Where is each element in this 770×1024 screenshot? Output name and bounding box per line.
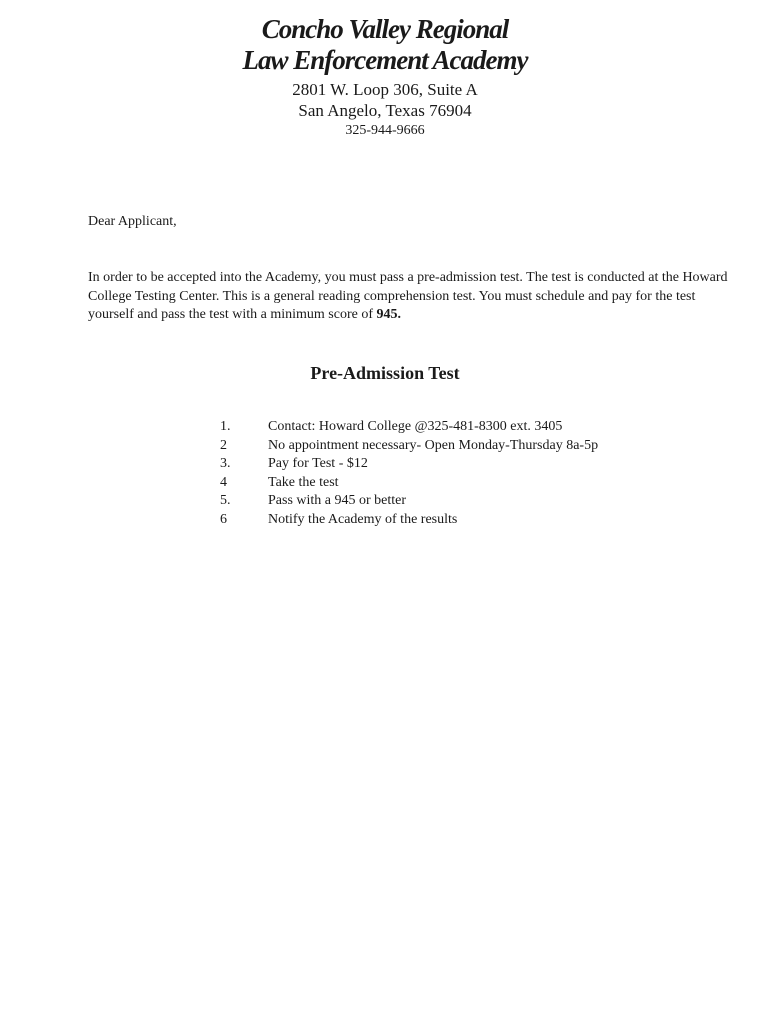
org-name-line1: Concho Valley Regional bbox=[261, 14, 509, 44]
step-text: Pay for Test - $12 bbox=[268, 456, 368, 472]
step-number: 1. bbox=[220, 419, 231, 434]
section-title: Pre-Admission Test bbox=[310, 363, 460, 383]
body-paragraph bbox=[88, 269, 728, 325]
step-text: No appointment necessary- Open Monday-Thursday 8a-5p bbox=[268, 437, 599, 453]
step-text: Contact: Howard College @325-481-8300 ext. 3405 bbox=[268, 419, 563, 434]
address-line1: 2801 W. Loop 306, Suite A bbox=[292, 80, 478, 99]
list-item bbox=[200, 492, 680, 511]
org-name-line2: Law Enforcement Academy bbox=[242, 45, 528, 75]
address-line2: San Angelo, Texas 76904 bbox=[298, 101, 472, 120]
list-item bbox=[200, 511, 680, 530]
list-item bbox=[200, 474, 680, 493]
list-item bbox=[200, 455, 680, 474]
letterhead bbox=[0, 14, 770, 141]
list-item bbox=[200, 437, 680, 456]
step-number: 3. bbox=[220, 456, 231, 472]
phone-number: 325-944-9666 bbox=[345, 123, 425, 138]
step-number: 6 bbox=[220, 511, 227, 527]
step-number: 4 bbox=[220, 474, 227, 490]
steps-list bbox=[200, 418, 680, 530]
step-number: 5. bbox=[220, 493, 231, 509]
step-number: 2 bbox=[220, 437, 227, 453]
list-item bbox=[200, 418, 680, 437]
step-text: Pass with a 945 or better bbox=[268, 493, 407, 509]
step-text: Notify the Academy of the results bbox=[268, 511, 458, 527]
minimum-score: 945. bbox=[376, 307, 401, 322]
paragraph-text: In order to be accepted into the Academy, you must pass a pre-admission test. The test is conducted at the Howard College Testing Center. This is a general reading comprehension test. You must schedule and pay for the test yourself and pass the test with a minimum score of bbox=[88, 270, 728, 322]
step-text: Take the test bbox=[268, 474, 339, 490]
salutation: Dear Applicant, bbox=[88, 214, 177, 229]
